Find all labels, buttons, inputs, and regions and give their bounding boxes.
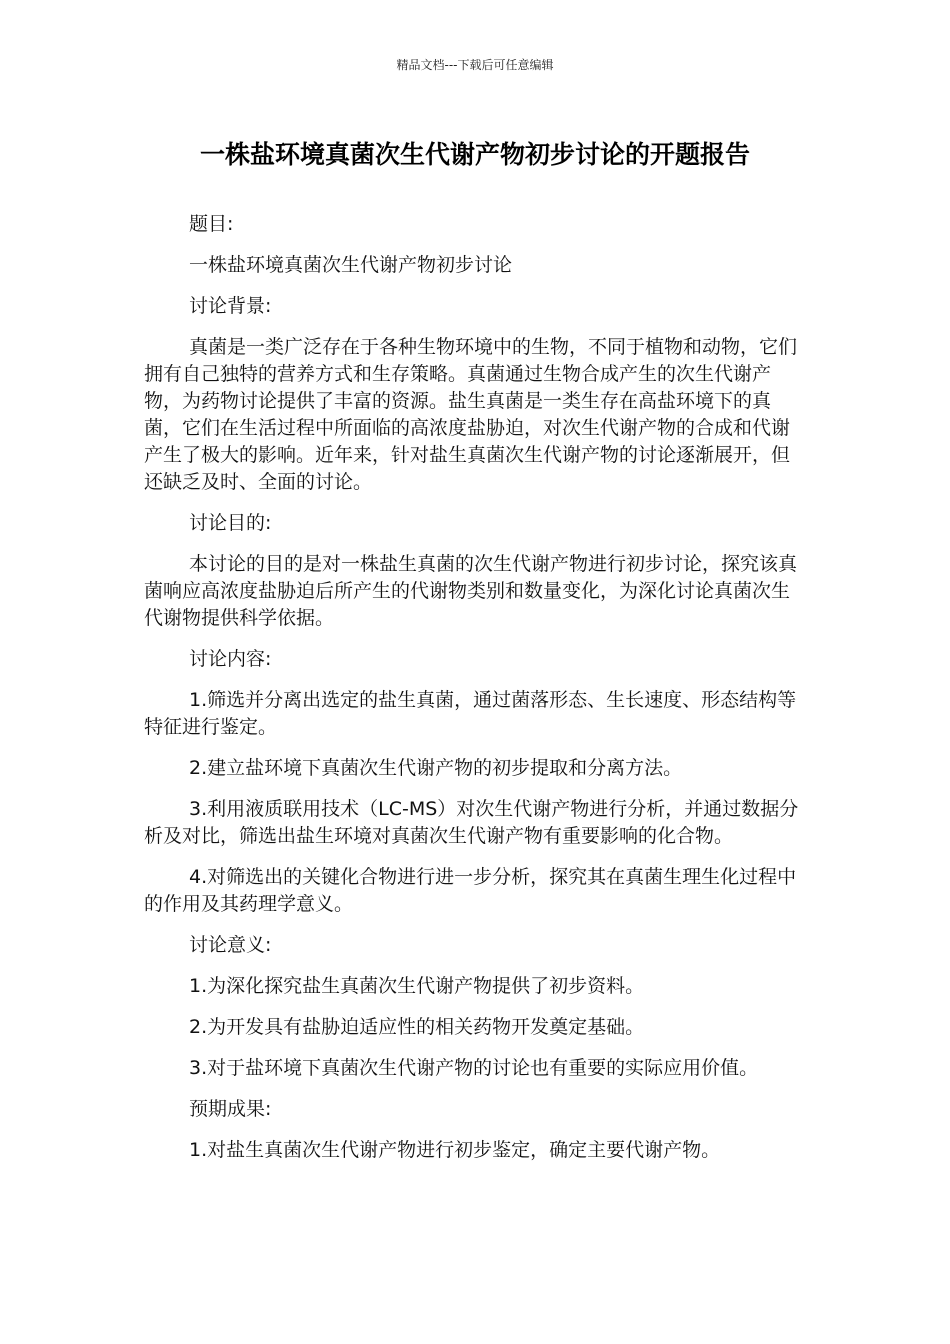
document-body	[144, 211, 804, 1178]
background-text: 真菌是一类广泛存在于各种生物环境中的生物，不同于植物和动物，它们拥有自己独特的营养方式和生存策略。真菌通过生物合成产生的次生代谢产物，为药物讨论提供了丰富的资源。盐生真菌是一类生存在高盐环境下的真菌，它们在生活过程中所面临的高浓度盐胁迫，对次生代谢产物的合成和代谢产生了极大的影响。近年来，针对盐生真菌次生代谢产物的讨论逐渐展开，但还缺乏及时、全面的讨论。	[144, 336, 798, 493]
purpose-text: 本讨论的目的是对一株盐生真菌的次生代谢产物进行初步讨论，探究该真菌响应高浓度盐胁迫后所产生的代谢物类别和数量变化，为深化讨论真菌次生代谢物提供科学依据。	[144, 553, 798, 629]
significance-item-3: 3.对于盐环境下真菌次生代谢产物的讨论也有重要的实际应用价值。	[189, 1057, 759, 1079]
topic-text: 一株盐环境真菌次生代谢产物初步讨论	[189, 254, 513, 276]
significance-item-2: 2.为开发具有盐胁迫适应性的相关药物开发奠定基础。	[189, 1016, 645, 1038]
label-background: 讨论背景:	[189, 295, 272, 317]
content-item-3: 3.利用液质联用技术（LC-MS）对次生代谢产物进行分析，并通过数据分析及对比，筛选出盐生环境对真菌次生代谢产物有重要影响的化合物。	[144, 798, 799, 847]
label-topic: 题目:	[189, 213, 234, 235]
content-item-1: 1.筛选并分离出选定的盐生真菌，通过菌落形态、生长速度、形态结构等特征进行鉴定。	[144, 689, 797, 738]
expected-item-1: 1.对盐生真菌次生代谢产物进行初步鉴定，确定主要代谢产物。	[189, 1139, 721, 1161]
label-expected-results: 预期成果:	[189, 1098, 272, 1120]
header-note: 精品文档---下载后可任意编辑	[396, 58, 554, 72]
label-purpose: 讨论目的:	[189, 512, 272, 534]
label-significance: 讨论意义:	[189, 934, 272, 956]
document-title: 一株盐环境真菌次生代谢产物初步讨论的开题报告	[199, 140, 750, 169]
significance-item-1: 1.为深化探究盐生真菌次生代谢产物提供了初步资料。	[189, 975, 645, 997]
content-item-2: 2.建立盐环境下真菌次生代谢产物的初步提取和分离方法。	[189, 757, 683, 779]
content-item-4: 4.对筛选出的关键化合物进行进一步分析，探究其在真菌生理生化过程中的作用及其药理学意义。	[144, 866, 797, 915]
label-content: 讨论内容:	[189, 648, 272, 670]
